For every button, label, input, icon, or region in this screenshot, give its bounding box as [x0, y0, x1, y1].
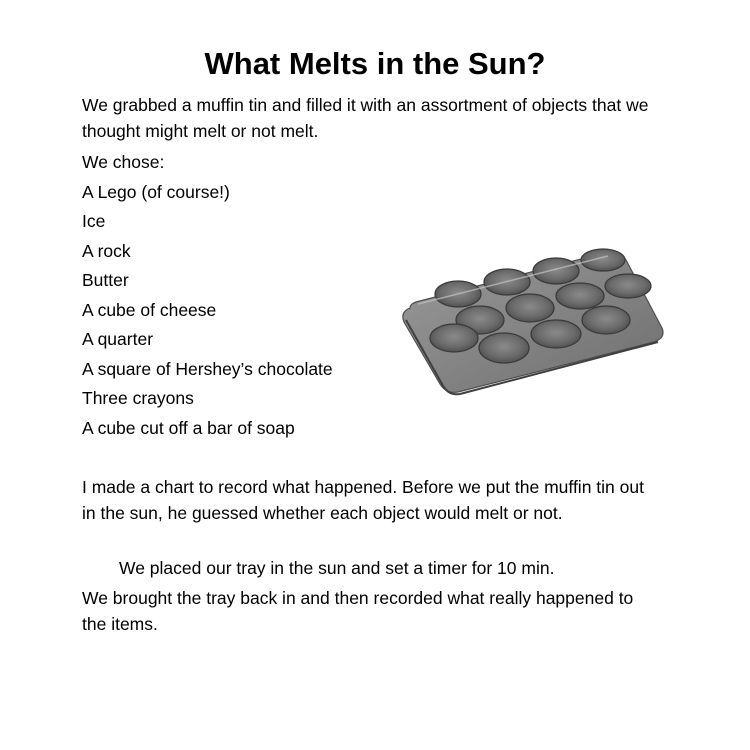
page-title: What Melts in the Sun? [204, 46, 546, 81]
chart-paragraph: I made a chart to record what happened. Before we put the muffin tin out in the sun, he guessed whether each object would melt or not. [82, 477, 644, 523]
list-item: Butter [82, 270, 129, 290]
list-item: A rock [82, 241, 131, 261]
chose-label: We chose: [82, 152, 165, 172]
timer-line: We placed our tray in the sun and set a timer for 10 min. [119, 558, 555, 578]
list-item: A cube cut off a bar of soap [82, 418, 295, 438]
list-item: Ice [82, 211, 106, 231]
list-item: A quarter [82, 329, 154, 349]
list-item: A Lego (of course!) [82, 182, 230, 202]
muffin-tin-icon [396, 246, 672, 398]
list-item: A cube of cheese [82, 300, 217, 320]
list-item: A square of Hershey’s chocolate [82, 359, 333, 379]
list-item: Three crayons [82, 388, 194, 408]
muffin-tin-image [396, 246, 672, 398]
closing-paragraph: We brought the tray back in and then recorded what really happened to the items. [82, 588, 634, 634]
intro-paragraph: We grabbed a muffin tin and filled it with an assortment of objects that we thought might melt or not melt. [82, 95, 649, 141]
